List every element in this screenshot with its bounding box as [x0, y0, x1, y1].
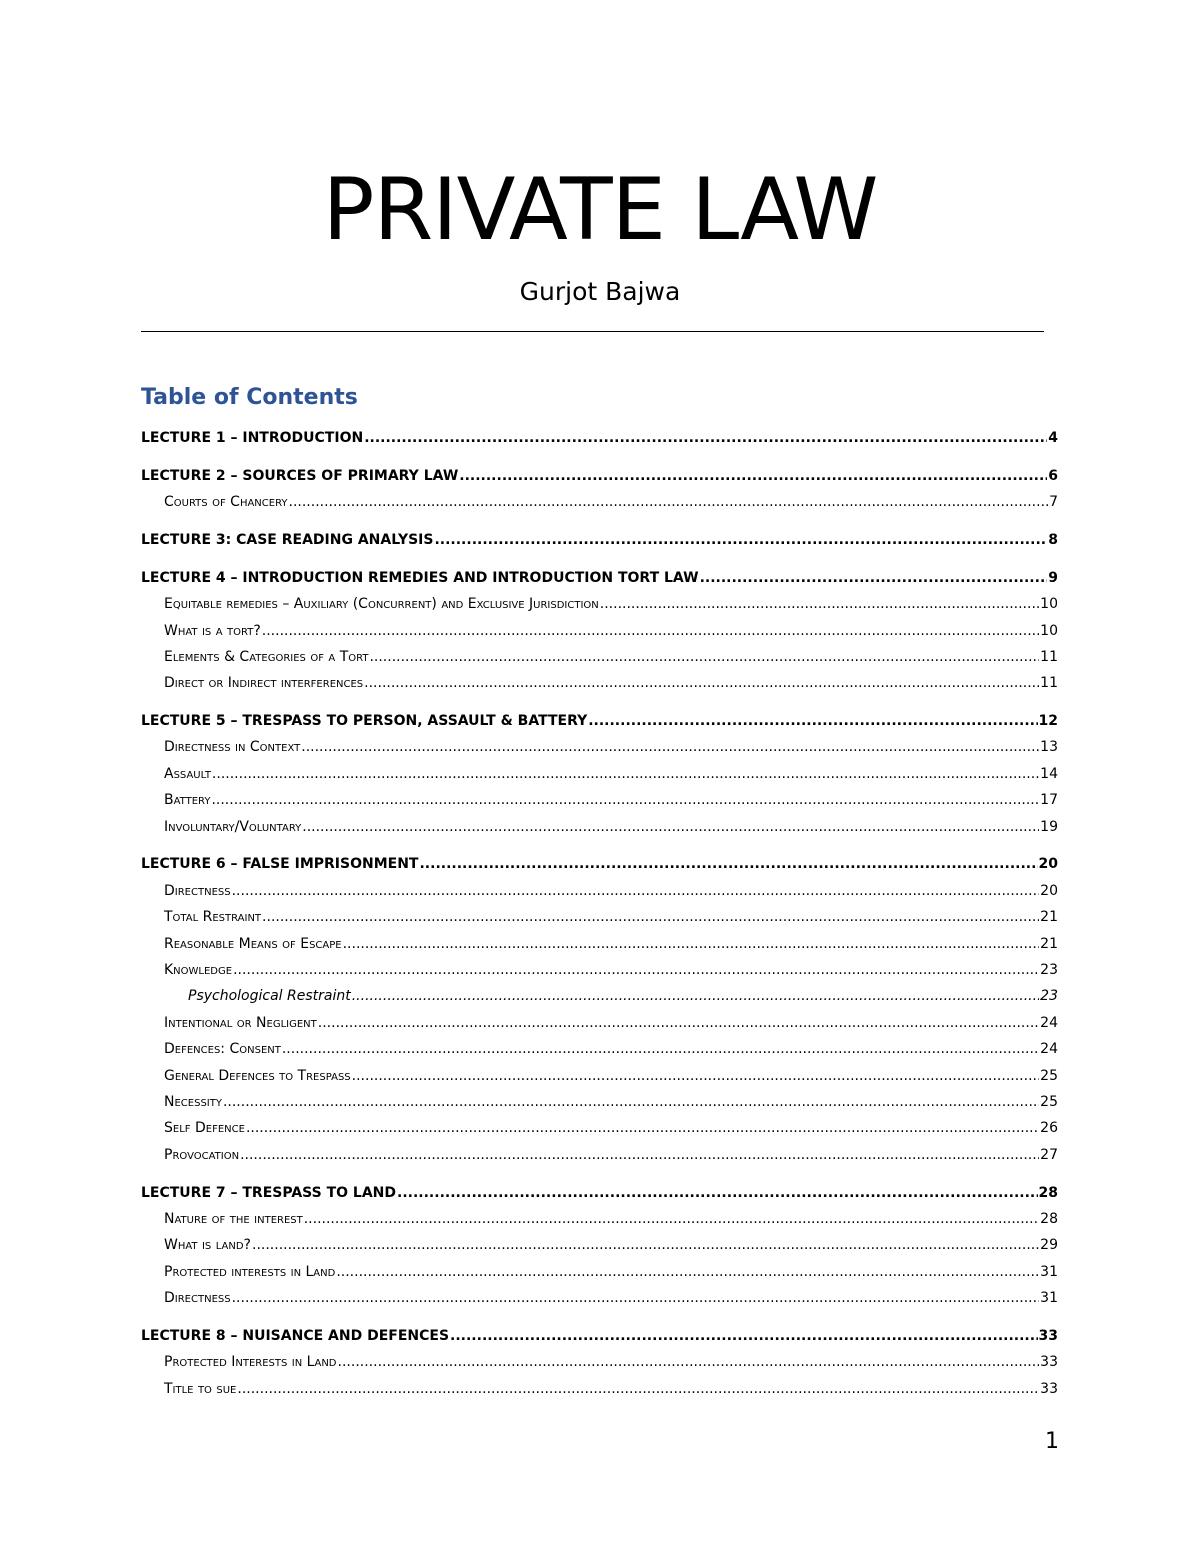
toc-leader — [700, 570, 1048, 586]
toc-entry-title: Courts of Chancery — [164, 494, 288, 511]
toc-entry-title: Total Restraint — [164, 909, 262, 926]
document-title: PRIVATE LAW — [322, 160, 878, 260]
toc-leader — [302, 819, 1039, 835]
toc-leader — [434, 532, 1047, 548]
toc-leader — [343, 936, 1040, 952]
toc-entry-page: 24 — [1040, 1041, 1058, 1058]
toc-entry-lecture-8[interactable] — [141, 1328, 1058, 1354]
toc-entry-page: 13 — [1040, 739, 1058, 756]
toc-entry-page: 28 — [1040, 1210, 1058, 1227]
toc-entry-page: 14 — [1040, 765, 1058, 782]
toc-leader — [262, 909, 1039, 925]
toc-entry-title: Nature of the interest — [164, 1210, 303, 1227]
toc-entry-section[interactable] — [141, 1120, 1058, 1146]
toc-entry-title: What is land? — [164, 1237, 251, 1254]
toc-entry-page: 17 — [1040, 792, 1058, 809]
toc-entry-page: 7 — [1049, 494, 1058, 511]
toc-entry-title: Elements & Categories of a Tort — [164, 648, 369, 665]
toc-leader — [301, 739, 1039, 755]
toc-entry-title: Directness — [164, 882, 231, 899]
toc-entry-page: 10 — [1040, 622, 1058, 639]
toc-leader — [252, 1237, 1039, 1253]
toc-entry-page: 20 — [1038, 856, 1058, 873]
toc-entry-page: 25 — [1040, 1067, 1058, 1084]
toc-entry-page: 24 — [1040, 1014, 1058, 1031]
toc-entry-page: 21 — [1040, 935, 1058, 952]
toc-entry-title: LECTURE 8 – NUISANCE AND DEFENCES — [141, 1327, 450, 1344]
toc-leader — [262, 623, 1039, 639]
toc-entry-page: 6 — [1048, 467, 1058, 484]
toc-entry-lecture-6[interactable] — [141, 856, 1058, 882]
toc-leader — [318, 1015, 1039, 1031]
toc-entry-section[interactable] — [141, 1381, 1058, 1407]
toc-entry-section[interactable] — [141, 649, 1058, 675]
page-number: 1 — [1045, 1429, 1059, 1454]
toc-entry-title: Protected interests in Land — [164, 1263, 336, 1280]
toc-entry-section[interactable] — [141, 1094, 1058, 1120]
toc-entry-page: 25 — [1040, 1093, 1058, 1110]
toc-leader — [232, 883, 1040, 899]
toc-entry-page: 33 — [1040, 1380, 1058, 1397]
toc-entry-title: Directness — [164, 1290, 231, 1307]
toc-entry-page: 11 — [1040, 648, 1058, 665]
horizontal-rule — [141, 331, 1044, 332]
toc-entry-title: LECTURE 2 – SOURCES OF PRIMARY LAW — [141, 467, 459, 484]
toc-entry-title: Necessity — [164, 1093, 222, 1110]
toc-entry-title: Battery — [164, 792, 211, 809]
toc-leader — [237, 1381, 1039, 1397]
toc-leader — [289, 494, 1049, 510]
toc-leader — [369, 649, 1039, 665]
toc-entry-section[interactable] — [141, 883, 1058, 909]
toc-entry-section[interactable] — [141, 1237, 1058, 1263]
toc-leader — [352, 1068, 1040, 1084]
toc-entry-page: 27 — [1040, 1146, 1058, 1163]
toc-entry-page: 4 — [1048, 430, 1058, 446]
toc-entry-title: Psychological Restraint — [188, 988, 351, 1005]
toc-entry-title: Intentional or Negligent — [164, 1014, 317, 1031]
toc-entry-page: 10 — [1040, 596, 1058, 613]
toc-entry-title: Directness in Context — [164, 739, 301, 756]
toc-entry-page: 23 — [1040, 988, 1058, 1005]
toc-leader — [232, 1290, 1040, 1306]
toc-leader — [304, 1211, 1039, 1227]
toc-leader — [233, 962, 1039, 978]
toc-entry-title: Involuntary/Voluntary — [164, 818, 302, 835]
toc-entry-section[interactable] — [141, 596, 1058, 622]
toc-entry-page: 23 — [1040, 961, 1058, 978]
toc-entry-title: LECTURE 4 – INTRODUCTION REMEDIES AND INTRODUCTION TORT LAW — [141, 569, 699, 586]
toc-entry-title: Self Defence — [164, 1120, 245, 1137]
toc-entry-title: Knowledge — [164, 961, 233, 978]
toc-entry-page: 19 — [1040, 818, 1058, 835]
toc-entry-section[interactable] — [141, 1041, 1058, 1067]
toc-entry-title: LECTURE 1 – INTRODUCTION — [141, 430, 364, 446]
toc-entry-title: LECTURE 3: CASE READING ANALYSIS — [141, 531, 434, 548]
toc-entry-section[interactable] — [141, 962, 1058, 988]
toc-leader — [352, 988, 1039, 1004]
toc-entry-page: 20 — [1040, 882, 1058, 899]
toc-leader — [450, 1328, 1037, 1344]
toc-entry-lecture-2[interactable] — [141, 468, 1058, 494]
toc-leader — [419, 856, 1037, 872]
toc-entry-section[interactable] — [141, 623, 1058, 649]
toc-entry-section[interactable] — [141, 819, 1058, 845]
toc-entry-section[interactable] — [141, 494, 1058, 520]
toc-entry-section[interactable] — [141, 1354, 1058, 1380]
toc-leader — [240, 1147, 1039, 1163]
author-name: Gurjot Bajwa — [519, 277, 681, 306]
toc-entry-title: Provocation — [164, 1146, 240, 1163]
toc-entry-section[interactable] — [141, 1264, 1058, 1290]
toc-entry-section[interactable] — [141, 1147, 1058, 1173]
toc-entry-page: 21 — [1040, 909, 1058, 926]
toc-entry-section[interactable] — [141, 1211, 1058, 1237]
toc-entry-title: LECTURE 7 – TRESPASS TO LAND — [141, 1184, 397, 1201]
toc-leader — [282, 1041, 1039, 1057]
table-of-contents — [141, 430, 1058, 1407]
toc-entry-page: 33 — [1040, 1354, 1058, 1371]
toc-entry-section[interactable] — [141, 675, 1058, 701]
toc-entry-title: What is a tort? — [164, 622, 261, 639]
toc-leader — [459, 468, 1047, 484]
toc-entry-page: 12 — [1038, 713, 1058, 730]
toc-entry-section[interactable] — [141, 792, 1058, 818]
toc-leader — [588, 713, 1037, 729]
toc-entry-title: Defences: Consent — [164, 1041, 281, 1058]
toc-entry-page: 33 — [1038, 1327, 1058, 1344]
toc-entry-page: 28 — [1038, 1184, 1058, 1201]
toc-leader — [211, 792, 1039, 808]
toc-entry-section[interactable] — [141, 909, 1058, 935]
toc-entry-page: 9 — [1048, 569, 1058, 586]
toc-entry-section[interactable] — [141, 1068, 1058, 1094]
toc-entry-title: LECTURE 6 – FALSE IMPRISONMENT — [141, 856, 419, 873]
toc-entry-lecture-1[interactable] — [141, 430, 1058, 456]
toc-entry-title: Title to sue — [164, 1380, 237, 1397]
toc-entry-title: Equitable remedies – Auxiliary (Concurrent) and Exclusive Jurisdiction — [164, 596, 599, 613]
toc-entry-title: Protected Interests in Land — [164, 1354, 337, 1371]
toc-entry-section[interactable] — [141, 766, 1058, 792]
toc-leader — [223, 1094, 1039, 1110]
toc-entry-page: 11 — [1040, 675, 1058, 692]
toc-entry-page: 8 — [1048, 531, 1058, 548]
toc-entry-page: 31 — [1040, 1263, 1058, 1280]
toc-entry-page: 31 — [1040, 1290, 1058, 1307]
toc-leader — [338, 1354, 1040, 1370]
toc-entry-lecture-5[interactable] — [141, 713, 1058, 739]
toc-entry-subsection[interactable] — [141, 988, 1058, 1014]
toc-entry-title: Reasonable Means of Escape — [164, 935, 342, 952]
toc-entry-section[interactable] — [141, 1015, 1058, 1041]
toc-entry-lecture-7[interactable] — [141, 1185, 1058, 1211]
toc-entry-lecture-3[interactable] — [141, 532, 1058, 558]
toc-leader — [212, 766, 1039, 782]
toc-entry-page: 29 — [1040, 1237, 1058, 1254]
toc-leader — [397, 1185, 1038, 1201]
toc-entry-page: 26 — [1040, 1120, 1058, 1137]
toc-entry-section[interactable] — [141, 739, 1058, 765]
toc-leader — [336, 1264, 1039, 1280]
toc-entry-title: LECTURE 5 – TRESPASS TO PERSON, ASSAULT & BATTERY — [141, 713, 588, 730]
toc-leader — [364, 430, 1047, 446]
toc-leader — [364, 675, 1039, 691]
toc-leader — [246, 1120, 1039, 1136]
toc-entry-title: General Defences to Trespass — [164, 1067, 351, 1084]
toc-entry-title: Direct or Indirect interferences — [164, 675, 364, 692]
toc-entry-section[interactable] — [141, 936, 1058, 962]
toc-leader — [600, 596, 1039, 612]
toc-entry-title: Assault — [164, 765, 211, 782]
toc-entry-section[interactable] — [141, 1290, 1058, 1316]
toc-entry-lecture-4[interactable] — [141, 570, 1058, 596]
toc-heading: Table of Contents — [141, 385, 358, 410]
